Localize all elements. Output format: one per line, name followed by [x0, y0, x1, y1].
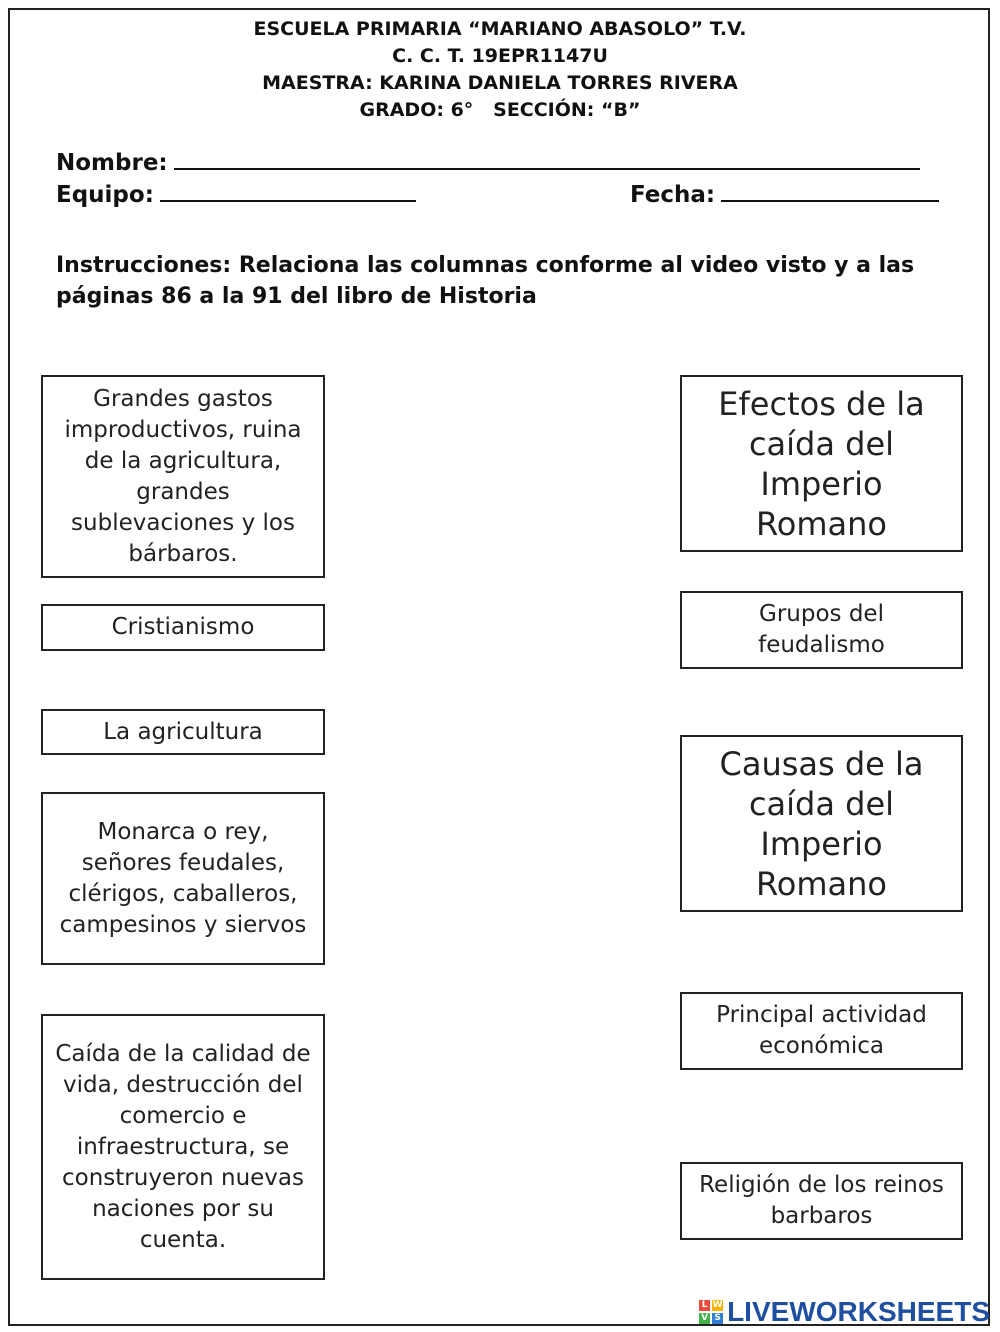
left-item-5[interactable]: Caída de la calidad de vida, destrucción del comercio e infraestructura, se construyeron nuevas naciones por su cuenta. [41, 1014, 325, 1280]
name-field [56, 150, 920, 176]
team-label: Equipo: [56, 182, 154, 208]
logo-mark-letter: W [712, 1300, 723, 1310]
logo-mark-letter: S [712, 1313, 723, 1324]
left-item-4[interactable]: Monarca o rey, señores feudales, clérigos, caballeros, campesinos y siervos [41, 792, 325, 965]
right-item-1[interactable]: Efectos de la caída del Imperio Romano [680, 375, 963, 552]
name-input-line[interactable] [174, 150, 920, 170]
school-header [0, 16, 1000, 124]
instructions: Instrucciones: Relaciona las columnas conforme al video visto y a las páginas 86 a la 91 del libro de Historia [56, 253, 915, 309]
left-item-1[interactable]: Grandes gastos improductivos, ruina de la agricultura, grandes sublevaciones y los bárbaros. [41, 375, 325, 578]
liveworksheets-mark-icon [699, 1300, 723, 1324]
right-item-3[interactable]: Causas de la caída del Imperio Romano [680, 735, 963, 912]
left-item-2[interactable]: Cristianismo [41, 604, 325, 651]
team-field [56, 182, 416, 208]
liveworksheets-logo[interactable] [699, 1296, 990, 1328]
logo-text: LIVEWORKSHEETS [727, 1296, 990, 1327]
logo-mark-letter: L [699, 1300, 710, 1311]
school-code: C. C. T. 19EPR1147U [392, 45, 608, 67]
date-label: Fecha: [630, 182, 716, 208]
date-field [630, 182, 939, 208]
date-input-line[interactable] [721, 182, 939, 202]
teacher-name: MAESTRA: KARINA DANIELA TORRES RIVERA [262, 72, 738, 94]
right-item-2[interactable]: Grupos del feudalismo [680, 591, 963, 669]
school-name: ESCUELA PRIMARIA “MARIANO ABASOLO” T.V. [253, 18, 747, 40]
team-input-line[interactable] [160, 182, 416, 202]
right-item-5[interactable]: Religión de los reinos barbaros [680, 1162, 963, 1240]
grade-section: GRADO: 6° SECCIÓN: “B” [359, 99, 641, 121]
right-item-4[interactable]: Principal actividad económica [680, 992, 963, 1070]
name-label: Nombre: [56, 150, 168, 176]
logo-mark-letter: V [699, 1313, 710, 1324]
left-item-3[interactable]: La agricultura [41, 709, 325, 755]
